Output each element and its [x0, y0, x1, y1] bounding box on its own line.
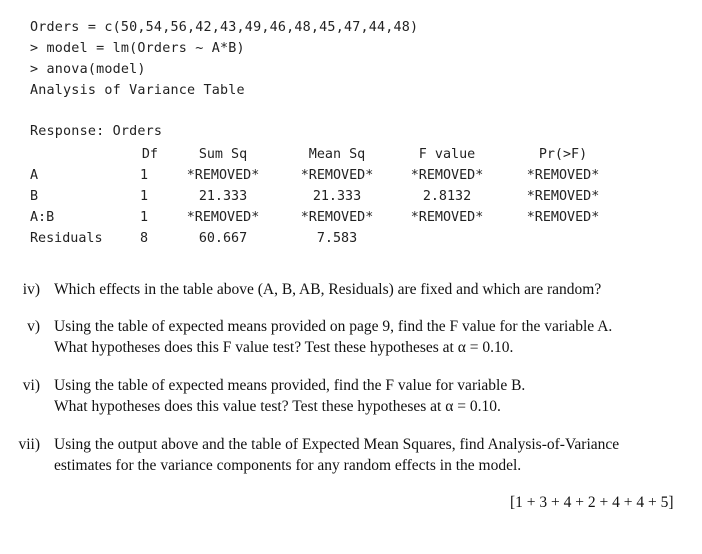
- row-sum-sq: *REMOVED*: [186, 168, 260, 183]
- row-mean-sq: *REMOVED*: [300, 210, 374, 225]
- question-number: vi): [22, 377, 40, 394]
- row-mean-sq: 21.333: [312, 189, 362, 204]
- header-f-value: F value: [418, 147, 476, 162]
- anova-table-title: Analysis of Variance Table: [30, 83, 245, 98]
- question-text: Using the table of expected means provided, find the F value for variable B.: [54, 377, 526, 394]
- row-p-value: *REMOVED*: [526, 168, 600, 183]
- row-df: 8: [139, 231, 148, 246]
- question-text: Using the table of expected means provided on page 9, find the F value for the variable A.: [54, 318, 613, 335]
- row-sum-sq: 21.333: [198, 189, 248, 204]
- row-term: B: [30, 189, 39, 204]
- question-text: Using the output above and the table of Expected Mean Squares, find Analysis-of-Variance: [54, 436, 620, 453]
- code-line-orders: Orders = c(50,54,56,42,43,49,46,48,45,47,44,48): [30, 20, 419, 35]
- row-sum-sq: 60.667: [198, 231, 248, 246]
- row-mean-sq: *REMOVED*: [300, 168, 374, 183]
- row-term: A: [30, 168, 39, 183]
- question-text: estimates for the variance components for any random effects in the model.: [54, 457, 522, 474]
- question-text: Which effects in the table above (A, B, AB, Residuals) are fixed and which are random?: [54, 281, 602, 298]
- question-number: iv): [22, 281, 40, 298]
- row-f-value: *REMOVED*: [410, 210, 484, 225]
- question-text: What hypotheses does this F value test? Test these hypotheses at α = 0.10.: [54, 339, 514, 356]
- row-f-value: *REMOVED*: [410, 168, 484, 183]
- question-text: What hypotheses does this value test? Test these hypotheses at α = 0.10.: [54, 398, 501, 415]
- row-p-value: *REMOVED*: [526, 189, 600, 204]
- code-line-anova: > anova(model): [30, 62, 146, 77]
- response-label: Response: Orders: [30, 124, 163, 139]
- marks-allocation: [1 + 3 + 4 + 2 + 4 + 4 + 5]: [510, 494, 674, 511]
- row-f-value: 2.8132: [422, 189, 472, 204]
- header-df: Df: [141, 147, 158, 162]
- header-p-value: Pr(>F): [538, 147, 588, 162]
- header-sum-sq: Sum Sq: [198, 147, 248, 162]
- code-line-model: > model = lm(Orders ~ A*B): [30, 41, 245, 56]
- row-p-value: *REMOVED*: [526, 210, 600, 225]
- row-term: Residuals: [30, 231, 103, 246]
- question-number: v): [27, 318, 40, 335]
- question-number: vii): [18, 436, 40, 453]
- row-term: A:B: [30, 210, 55, 225]
- row-df: 1: [139, 189, 148, 204]
- row-df: 1: [139, 210, 148, 225]
- row-sum-sq: *REMOVED*: [186, 210, 260, 225]
- row-df: 1: [139, 168, 148, 183]
- row-mean-sq: 7.583: [316, 231, 358, 246]
- header-mean-sq: Mean Sq: [308, 147, 366, 162]
